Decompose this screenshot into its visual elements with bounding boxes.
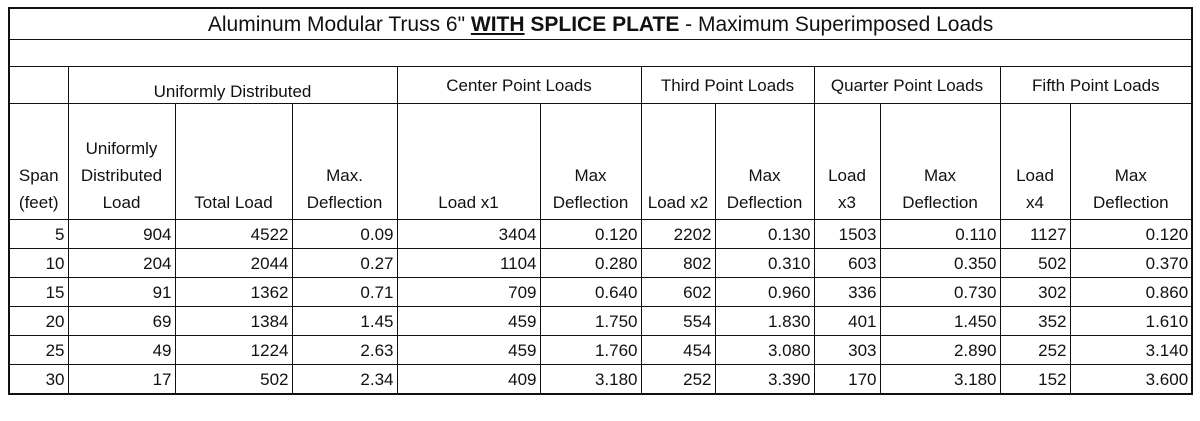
table-cell: 0.860 [1070, 278, 1192, 307]
table-cell: 2044 [175, 249, 292, 278]
table-cell: 1503 [814, 220, 880, 249]
group-header-uniformly-distributed: Uniformly Distributed [68, 67, 397, 104]
table-cell: 1.450 [880, 307, 1000, 336]
column-header-line: Max [1114, 166, 1147, 185]
table-cell: 20 [9, 307, 68, 336]
table-cell: 4522 [175, 220, 292, 249]
table-row [9, 365, 1192, 395]
table-row [9, 249, 1192, 278]
column-header [641, 104, 715, 220]
table-cell: 0.310 [715, 249, 814, 278]
table-cell: 1.830 [715, 307, 814, 336]
blank-row [9, 40, 1192, 67]
column-header [397, 104, 540, 220]
column-header [68, 104, 175, 220]
table-row [9, 278, 1192, 307]
group-header-center-point: Center Point Loads [397, 67, 641, 104]
column-header [715, 104, 814, 220]
table-cell: 17 [68, 365, 175, 395]
table-cell: 1224 [175, 336, 292, 365]
column-header [1000, 104, 1070, 220]
table-cell: 502 [175, 365, 292, 395]
table-cell: 0.09 [292, 220, 397, 249]
column-header-line: Max [574, 166, 607, 185]
table-cell: 3404 [397, 220, 540, 249]
group-header-fifth-point: Fifth Point Loads [1000, 67, 1192, 104]
column-header-line: Deflection [552, 193, 629, 212]
column-header-line: Max [748, 166, 781, 185]
column-header-line: x3 [838, 193, 856, 212]
column-header-line: Load [1016, 166, 1054, 185]
column-header [880, 104, 1000, 220]
group-header-third-point: Third Point Loads [641, 67, 814, 104]
table-cell: 252 [641, 365, 715, 395]
table-cell: 2202 [641, 220, 715, 249]
table-row [9, 307, 1192, 336]
table-cell: 459 [397, 336, 540, 365]
table-cell: 3.140 [1070, 336, 1192, 365]
table-cell: 409 [397, 365, 540, 395]
column-header-line: Deflection [726, 193, 803, 212]
table-cell: 1.760 [540, 336, 641, 365]
table-cell: 1104 [397, 249, 540, 278]
table-cell: 1.610 [1070, 307, 1192, 336]
column-header-line: Load [102, 193, 141, 212]
table-row [9, 220, 1192, 249]
column-header [1070, 104, 1192, 220]
column-header-line: (feet) [18, 193, 59, 212]
table-cell: 1.750 [540, 307, 641, 336]
table-cell: 0.730 [880, 278, 1000, 307]
table-cell: 3.080 [715, 336, 814, 365]
table-cell: 3.180 [880, 365, 1000, 395]
table-cell: 0.640 [540, 278, 641, 307]
table-cell: 5 [9, 220, 68, 249]
column-header-line: Load x2 [647, 193, 709, 212]
column-header-line: Uniformly [85, 139, 158, 158]
table-cell: 1.45 [292, 307, 397, 336]
column-header [540, 104, 641, 220]
table-cell: 3.180 [540, 365, 641, 395]
table-cell: 204 [68, 249, 175, 278]
table-cell: 459 [397, 307, 540, 336]
table-row [9, 336, 1192, 365]
table-cell: 3.390 [715, 365, 814, 395]
column-header-line: Total Load [194, 193, 273, 212]
table-cell: 352 [1000, 307, 1070, 336]
table-cell: 0.27 [292, 249, 397, 278]
table-cell: 91 [68, 278, 175, 307]
column-header-line: Max. [326, 166, 363, 185]
table-cell: 15 [9, 278, 68, 307]
table-cell: 302 [1000, 278, 1070, 307]
table-cell: 336 [814, 278, 880, 307]
table-cell: 0.280 [540, 249, 641, 278]
table-cell: 1362 [175, 278, 292, 307]
table-cell: 10 [9, 249, 68, 278]
table-cell: 454 [641, 336, 715, 365]
table-cell: 3.600 [1070, 365, 1192, 395]
column-header-line: Load x1 [438, 193, 499, 212]
table-cell: 602 [641, 278, 715, 307]
table-body [9, 220, 1192, 395]
table-cell: 904 [68, 220, 175, 249]
table-cell: 709 [397, 278, 540, 307]
title-prefix: Aluminum Modular Truss 6" [207, 12, 471, 36]
table-cell: 49 [68, 336, 175, 365]
title-splice-plate: SPLICE PLATE [524, 12, 680, 36]
column-header-line: Load [828, 166, 866, 185]
title-with: WITH [470, 12, 525, 36]
table-cell: 0.960 [715, 278, 814, 307]
table-cell: 603 [814, 249, 880, 278]
load-table [8, 7, 1193, 395]
title-suffix: - Maximum Superimposed Loads [679, 12, 994, 36]
column-header [175, 104, 292, 220]
table-cell: 69 [68, 307, 175, 336]
table-cell: 0.120 [540, 220, 641, 249]
table-cell: 802 [641, 249, 715, 278]
table-cell: 170 [814, 365, 880, 395]
column-header [814, 104, 880, 220]
table-cell: 0.350 [880, 249, 1000, 278]
column-header-line: Deflection [306, 193, 383, 212]
load-table-container [8, 7, 1191, 395]
column-header-line: Deflection [902, 193, 978, 212]
column-header-row [9, 104, 1192, 220]
column-header-line: x4 [1026, 193, 1044, 212]
column-header [292, 104, 397, 220]
column-header-line: Max [923, 166, 957, 185]
table-cell: 303 [814, 336, 880, 365]
table-cell: 1127 [1000, 220, 1070, 249]
column-header-line: Span [18, 166, 59, 185]
table-cell: 0.120 [1070, 220, 1192, 249]
table-cell: 25 [9, 336, 68, 365]
column-header-line: Deflection [1093, 193, 1169, 212]
table-cell: 2.890 [880, 336, 1000, 365]
table-cell: 1384 [175, 307, 292, 336]
table-cell: 401 [814, 307, 880, 336]
column-header-line: Distributed [80, 166, 163, 185]
table-title [9, 8, 1192, 40]
table-cell: 0.370 [1070, 249, 1192, 278]
table-cell: 0.71 [292, 278, 397, 307]
column-header [9, 104, 68, 220]
table-cell: 554 [641, 307, 715, 336]
table-cell: 252 [1000, 336, 1070, 365]
table-cell: 0.130 [715, 220, 814, 249]
table-cell: 2.34 [292, 365, 397, 395]
table-cell: 152 [1000, 365, 1070, 395]
table-cell: 502 [1000, 249, 1070, 278]
table-cell: 30 [9, 365, 68, 395]
group-header-quarter-point: Quarter Point Loads [814, 67, 1000, 104]
table-cell: 0.110 [880, 220, 1000, 249]
table-cell: 2.63 [292, 336, 397, 365]
group-header-empty [9, 67, 68, 104]
